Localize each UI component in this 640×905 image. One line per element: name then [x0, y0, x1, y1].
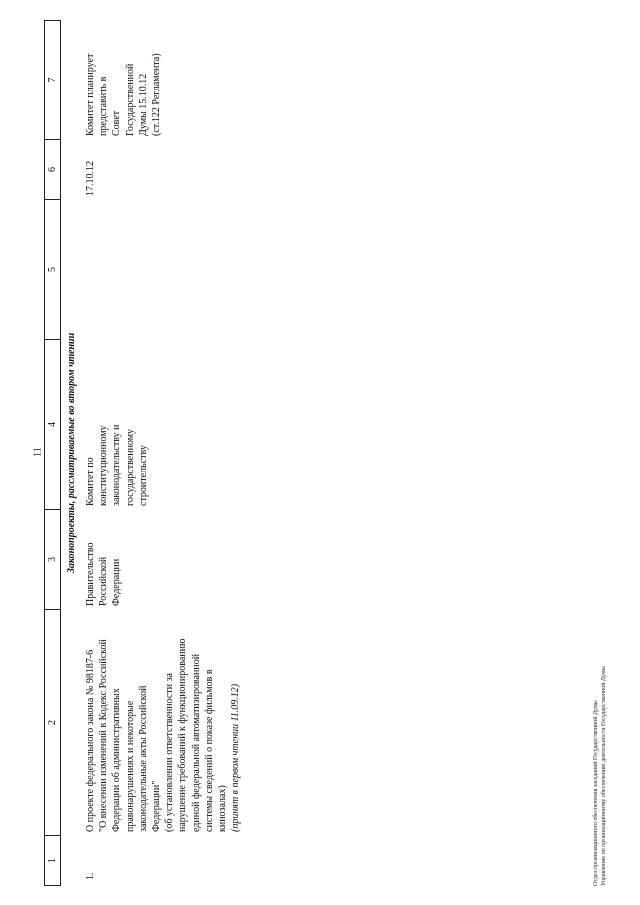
bill-line: О проекте федерального закона № 98187-6: [85, 649, 96, 832]
header-col-7: 7: [47, 77, 58, 83]
header-col-3: 3: [45, 509, 60, 609]
bill-line: кинозалах): [217, 785, 229, 832]
table-header-row: [44, 20, 61, 886]
committee-line: Комитет по: [85, 457, 96, 506]
bill-line: единой федеральной автоматизированной: [190, 653, 202, 832]
note-line: представить в: [98, 76, 110, 136]
bill-note: (принят в первом чтении 11.09.12): [230, 683, 242, 832]
note-line: (ст.122 Регламента): [151, 53, 163, 136]
note-cell: [84, 22, 242, 140]
header-col-2: 2: [45, 609, 60, 835]
note-line: Комитет планирует: [85, 53, 96, 136]
footer: [592, 586, 608, 886]
committee-line: строительству: [137, 445, 149, 506]
section-title: Законопроекты, рассматриваемые во втором чтении: [66, 332, 77, 574]
initiator-line: Федерации: [111, 558, 123, 606]
col5-cell: [84, 200, 242, 340]
initiator-line: Правительство: [85, 542, 96, 606]
header-col-4: 4: [45, 339, 60, 509]
rotated-table-sheet: [44, 16, 604, 886]
bill-line: системы сведений о показе фильмов в: [203, 669, 215, 832]
date-cell: 17.10.12: [85, 161, 96, 196]
table-row: [84, 20, 242, 886]
note-line: Совет: [111, 110, 123, 136]
committee-line: законодательству и: [111, 424, 123, 506]
header-col-1: 1: [45, 835, 60, 885]
initiator: [84, 510, 242, 610]
header-col-5: 5: [45, 199, 60, 339]
bill-line: нарушение требований к функционированию: [177, 638, 189, 832]
bill-line: законодательные акты Российской: [137, 685, 149, 832]
bill-line: (об установлении ответственности за: [164, 673, 176, 832]
bill-line: "О внесении изменений в Кодекс Российской: [98, 639, 110, 832]
note-line: Государственной: [124, 63, 136, 136]
note-line: Думы 15.10.12: [137, 73, 149, 136]
committee-line: государственному: [124, 428, 136, 506]
committee: [84, 340, 242, 510]
footer-line: Отдел организационного обеспечения заседаний Государственной Думы: [593, 700, 599, 886]
row-number: 1.: [85, 872, 96, 880]
header-col-6: 6: [45, 139, 60, 199]
committee-line: конституционному: [98, 425, 110, 506]
bill-line: Федерации": [151, 780, 163, 832]
bill-line: правонарушениях и некоторые: [124, 700, 136, 832]
footer-line: Управление по организационному обеспечению деятельности Государственной Думы: [601, 666, 607, 886]
page-number: 11: [32, 447, 44, 457]
initiator-line: Российской: [98, 556, 110, 606]
bill-line: Федерации об административных: [111, 688, 123, 832]
bill-description: [84, 610, 242, 836]
